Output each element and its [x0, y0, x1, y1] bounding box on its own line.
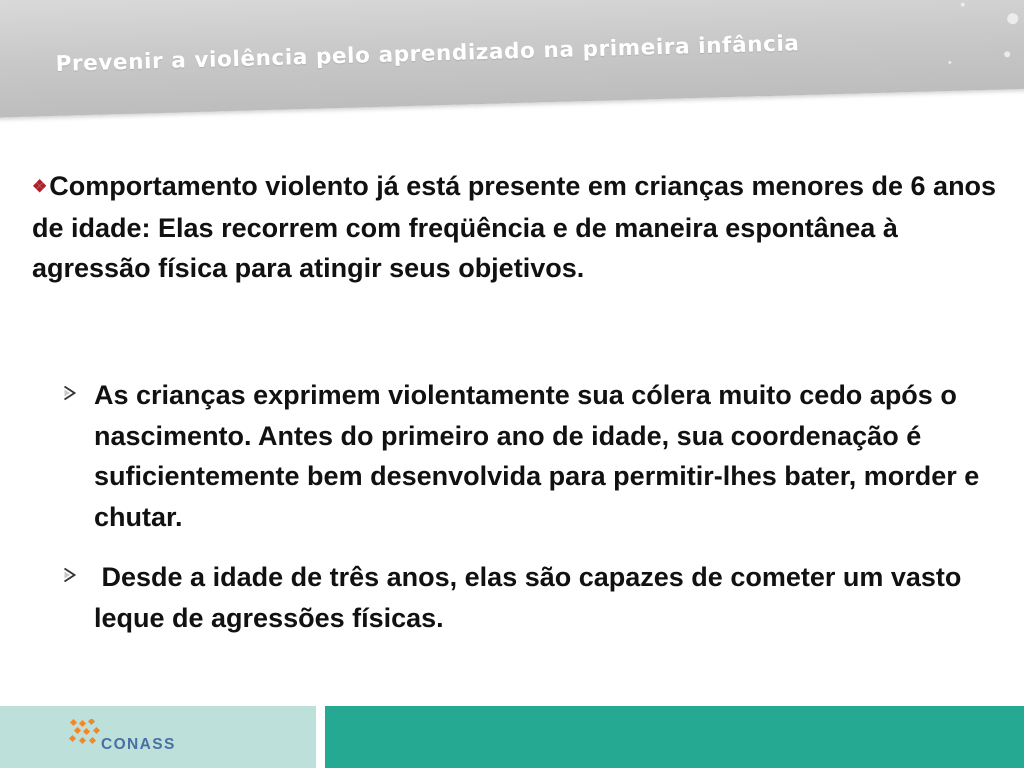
sub-point-list — [60, 375, 1010, 638]
conass-wordmark: CONASS — [101, 736, 176, 753]
sub-point — [60, 557, 1010, 638]
lead-text: Comportamento violento já está presente em crianças menores de 6 anos de idade: Elas recorrem com freqüência e de maneira espontânea à agressão física para atingir seus objetivos. — [32, 171, 997, 283]
footer-right-panel — [325, 706, 1024, 768]
banner-decoration-dot — [948, 61, 951, 64]
arrow-bullet-icon — [63, 385, 76, 401]
slide-title: Prevenir a violência pelo aprendizado na primeira infância — [55, 31, 800, 77]
diamond-bullet-icon: ❖ — [32, 177, 48, 196]
sub-point — [60, 375, 1010, 537]
lead-paragraph — [32, 166, 1017, 289]
sub-point-text: As crianças exprimem violentamente sua cólera muito cedo após o nascimento. Antes do primeiro ano de idade, sua coordenação é suficientemente bem desenvolvida para permitir-lhes bater, morder e chutar. — [94, 380, 980, 532]
banner-decoration-dot — [1007, 13, 1018, 24]
arrow-bullet-icon — [63, 567, 76, 583]
conass-mark-icon — [68, 719, 104, 749]
banner-decoration-dot — [1004, 51, 1010, 57]
banner-decoration-dot — [961, 3, 965, 7]
conass-logo — [68, 719, 218, 755]
sub-point-text: Desde a idade de três anos, elas são capazes de cometer um vasto leque de agressões físicas. — [94, 562, 969, 633]
